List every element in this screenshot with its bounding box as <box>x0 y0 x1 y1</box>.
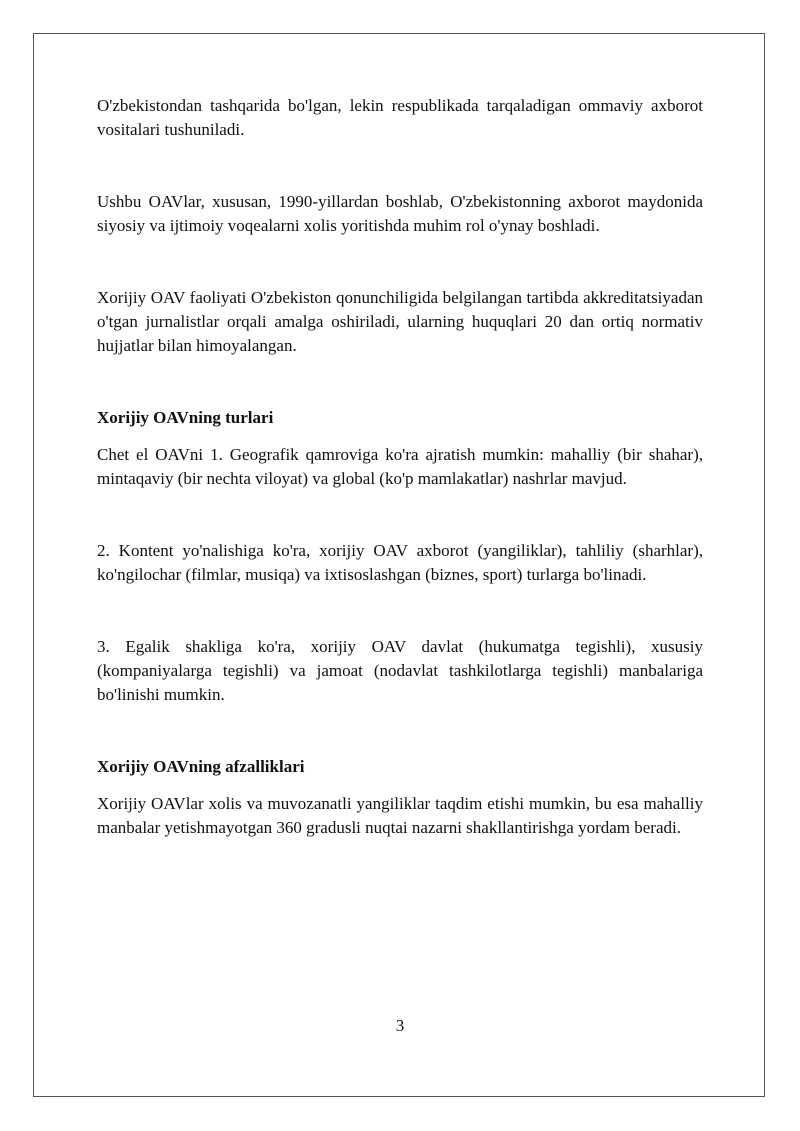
paragraph-activity: Xorijiy OAV faoliyati O'zbekiston qonunchiligida belgilangan tartibda akkreditatsiyadan o'tgan jurnalistlar orqali amalga oshiriladi, ularning huquqlari 20 dan ortiq normativ hujjatlar bilan himoyalangan. <box>97 288 703 355</box>
paragraph-advantages: Xorijiy OAVlar xolis va muvozanatli yangiliklar taqdim etishi mumkin, bu esa mahalliy manbalar yetishmayotgan 360 gradusli nuqtai nazarni shakllantirishga yordam beradi. <box>97 794 703 837</box>
document-body <box>97 94 703 840</box>
paragraph-types-geographic: Chet el OAVni 1. Geografik qamroviga ko'ra ajratish mumkin: mahalliy (bir shahar), mintaqaviy (bir nechta viloyat) va global (ko'p mamlakatlar) nashrlar mavjud. <box>97 445 703 488</box>
paragraph-types-ownership: 3. Egalik shakliga ko'ra, xorijiy OAV davlat (hukumatga tegishli), xususiy (kompaniyalarga tegishli) va jamoat (nodavlat tashkilotlarga tegishli) manbalariga bo'linishi mumkin. <box>97 637 703 704</box>
paragraph-intro: O'zbekistondan tashqarida bo'lgan, lekin respublikada tarqaladigan ommaviy axborot vositalari tushuniladi. <box>97 96 703 139</box>
heading-types: Xorijiy OAVning turlari <box>97 408 274 427</box>
heading-advantages: Xorijiy OAVning afzalliklari <box>97 757 305 776</box>
paragraph-types-content: 2. Kontent yo'nalishiga ko'ra, xorijiy OAV axborot (yangiliklar), tahliliy (sharhlar), ko'ngilochar (filmlar, musiqa) va ixtisoslashgan (biznes, sport) turlarga bo'linadi. <box>97 541 703 584</box>
paragraph-history: Ushbu OAVlar, xususan, 1990-yillardan boshlab, O'zbekistonning axborot maydonida siyosiy va ijtimoiy voqealarni xolis yoritishda muhim rol o'ynay boshladi. <box>97 192 703 235</box>
page-number: 3 <box>395 1016 405 1035</box>
